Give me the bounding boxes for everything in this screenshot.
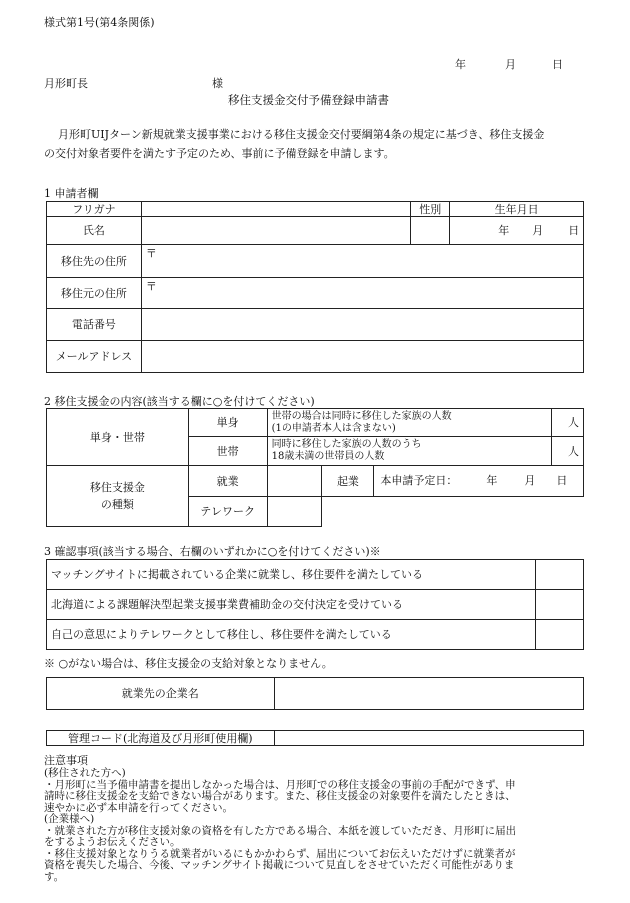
- applicant-table: [46, 201, 584, 373]
- birth-year-unit: 年: [498, 224, 510, 237]
- confirm-mark-2[interactable]: [536, 590, 584, 620]
- household-type-label: 単身・世帯: [47, 409, 189, 466]
- postal-mark: 〒: [145, 247, 157, 260]
- confirmation-table: [46, 559, 584, 650]
- name-label: 氏名: [47, 217, 142, 245]
- page-title: 移住支援金交付予備登録申請書: [228, 93, 389, 107]
- origin-address-label: 移住元の住所: [47, 278, 142, 309]
- note-line: 速やかに必ず本申請を行ってください。: [44, 801, 233, 814]
- pd-year-unit: 年: [486, 474, 498, 487]
- section3-heading: 3 確認事項(該当する場合、右欄のいずれかに○を付けてください)※: [44, 545, 381, 558]
- telework-mark[interactable]: [267, 497, 322, 527]
- date-day: 日: [552, 58, 563, 71]
- single-description: 世帯の場合は同時に移住した家族の人数 (1の申請者本人は含まない): [267, 409, 551, 437]
- pd-month-unit: 月: [524, 474, 536, 487]
- single-option[interactable]: 単身: [188, 409, 267, 437]
- confirm-mark-1[interactable]: [536, 560, 584, 590]
- date-month: 月: [505, 58, 516, 71]
- dest-address-label: 移住先の住所: [47, 245, 142, 278]
- section1-heading: 1 申請者欄: [44, 187, 99, 200]
- phone-field[interactable]: [141, 309, 583, 341]
- note-line: ・就業された方が移住支援対象の資格を有した方である場合、本紙を渡していただき、月形町に届出: [44, 824, 517, 837]
- note-line: す。: [44, 870, 65, 883]
- single-count-unit[interactable]: 人: [551, 409, 583, 437]
- confirm-mark-3[interactable]: [536, 620, 584, 650]
- furigana-field[interactable]: [141, 202, 410, 217]
- date-year: 年: [455, 58, 466, 71]
- origin-address-field[interactable]: [141, 278, 583, 309]
- pd-day-unit: 日: [556, 474, 568, 487]
- kind-label: 移住支援金 の種類: [47, 466, 189, 527]
- addressee-name: 月形町長: [44, 77, 88, 90]
- confirmation-note: ※ ○がない場合は、移住支援金の支給対象となりません。: [44, 657, 333, 670]
- family-count-unit[interactable]: 人: [551, 437, 583, 466]
- planned-date-field[interactable]: [374, 466, 584, 497]
- admin-code-label: 管理コード(北海道及び月形町使用欄): [47, 731, 275, 746]
- note-line: ・移住支援対象となりうる就業者がいるにもかかわらず、届出についてお伝えいただけずに就業者が: [44, 847, 516, 860]
- intro-line-2: の交付対象者要件を満たす予定のため、事前に予備登録を申請します。: [44, 147, 395, 160]
- employment-mark[interactable]: [267, 466, 322, 497]
- name-field[interactable]: [141, 217, 410, 245]
- dest-address-field[interactable]: [141, 245, 583, 278]
- postal-mark: 〒: [145, 280, 157, 293]
- gender-field[interactable]: [411, 217, 450, 245]
- form-id: 様式第1号(第4条関係): [44, 16, 155, 29]
- startup-option[interactable]: 起業: [322, 466, 374, 497]
- confirm-item-3: 自己の意思によりテレワークとして移住し、移住要件を満たしている: [47, 620, 536, 650]
- email-field[interactable]: [141, 341, 583, 373]
- admin-code-table: [46, 730, 584, 746]
- birthdate-field[interactable]: [450, 217, 584, 245]
- planned-date-label: 本申請予定日：: [380, 474, 458, 487]
- family-description: 同時に移住した家族の人数のうち 18歳未満の世帯員の人数: [267, 437, 551, 466]
- employment-option[interactable]: 就業: [188, 466, 267, 497]
- note-line: 請時に移住支援金を支給できない場合があります。また、移住支援金の対象要件を満たしたときは、: [44, 790, 516, 802]
- furigana-label: フリガナ: [47, 202, 142, 217]
- gender-label: 性別: [411, 202, 450, 217]
- family-option[interactable]: 世帯: [188, 437, 267, 466]
- note-line: 資格を喪失した場合、今後、マッチングサイト掲載について見直しをさせていただく可能性がありま: [44, 859, 515, 871]
- note-line: をするようお伝えください。: [44, 836, 181, 848]
- confirm-item-1: マッチングサイトに掲載されている企業に就業し、移住要件を満たしている: [47, 560, 536, 590]
- intro-line-1: 月形町UIJターン新規就業支援事業における移住支援金交付要綱第4条の規定に基づき、移住支援金: [58, 128, 545, 141]
- employer-label: 就業先の企業名: [47, 678, 275, 710]
- note-line: (移住された方へ): [44, 767, 126, 779]
- note-line: ・月形町に当予備申請書を提出しなかった場合は、月形町での移住支援金の事前の手配ができず、申: [44, 778, 516, 791]
- addressee-honorific: 様: [212, 77, 223, 90]
- employer-table: [46, 677, 584, 710]
- support-content-table: [46, 408, 584, 527]
- notes-heading: 注意事項: [44, 754, 88, 767]
- birth-day-unit: 日: [568, 224, 580, 237]
- admin-code-field: [274, 731, 583, 746]
- telework-option[interactable]: テレワーク: [188, 497, 267, 527]
- confirm-item-2: 北海道による課題解決型起業支援事業費補助金の交付決定を受けている: [47, 590, 536, 620]
- phone-label: 電話番号: [47, 309, 142, 341]
- section2-heading: 2 移住支援金の内容(該当する欄に○を付けてください): [44, 395, 315, 408]
- birth-month-unit: 月: [532, 224, 544, 237]
- note-line: (企業様へ): [44, 813, 95, 825]
- blank-cell: [322, 497, 584, 527]
- employer-field[interactable]: [274, 678, 583, 710]
- notes-body: [44, 768, 589, 883]
- email-label: メールアドレス: [47, 341, 142, 373]
- birthdate-label: 生年月日: [450, 202, 584, 217]
